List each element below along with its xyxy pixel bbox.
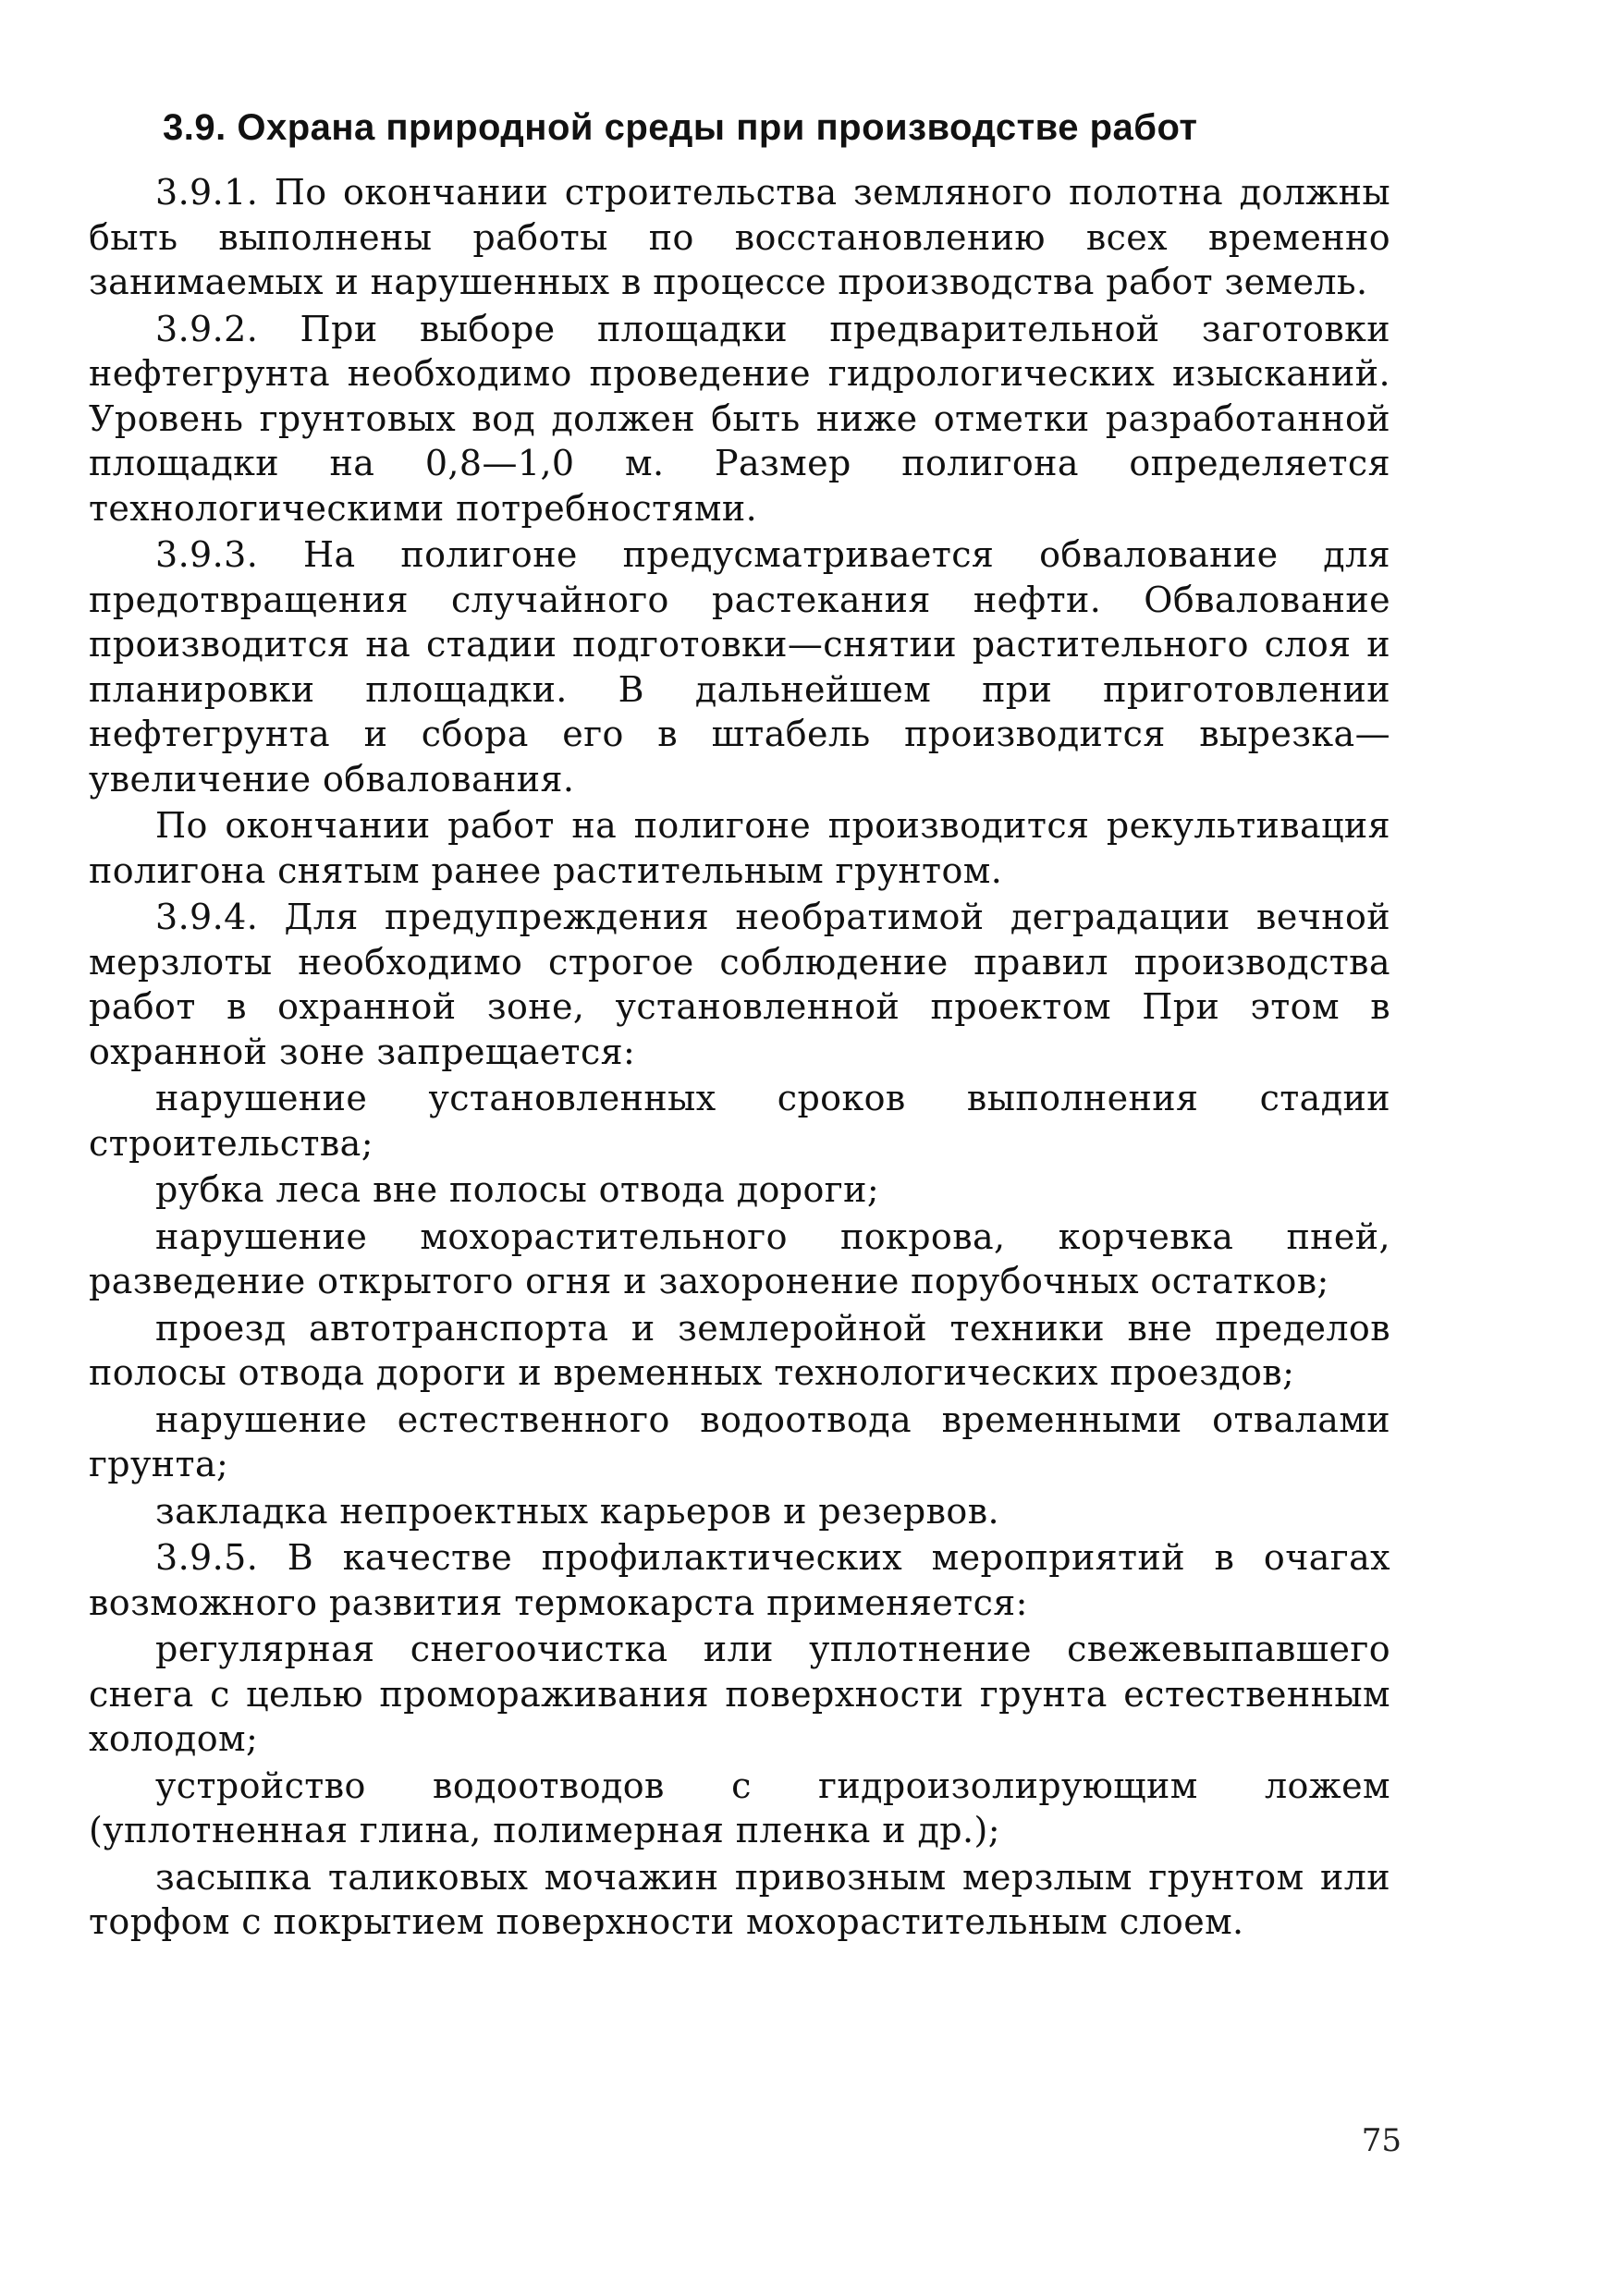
paragraph-3-9-4: 3.9.4. Для предупреждения необратимой деградации вечной мерзлоты необходимо строгое соблюдение правил производства работ в охранной зоне, установленной проектом При этом в охранной зоне запрещается:	[89, 897, 1390, 1072]
list-item-drainage-violation: нарушение естественного водоотвода временными отвалами грунта;	[89, 1398, 1390, 1484]
list-item-quarries: закладка непроектных карьеров и резервов.	[155, 1490, 999, 1532]
paragraph-3-9-3: 3.9.3. На полигоне предусматривается обвалование для предотвращения случайного растекания нефти. Обвалование производится на стадии подготовки—снятии растительного слоя и планировки площадки. В дальнейшем при приготовлении нефтегрунта и сбора его в штабель производится вырезка—увеличение обвалования.	[89, 534, 1390, 800]
paragraph-3-9-1: 3.9.1. По окончании строительства земляного полотна должны быть выполнены работы по восстановлению всех временно занимаемых и нарушенных в процессе производства работ земель.	[89, 172, 1390, 302]
list-item-vehicle-passage: проезд автотранспорта и землеройной техники вне пределов полосы отвода дороги и временных технологических проездов;	[89, 1307, 1390, 1393]
list-item-moss-cover: нарушение мохорастительного покрова, корчевка пней, разведение открытого огня и захоронение порубочных остатков;	[89, 1215, 1390, 1301]
section-heading: 3.9. Охрана природной среды при производстве работ	[163, 107, 1198, 148]
page-content	[89, 104, 1390, 1947]
paragraph-3-9-5: 3.9.5. В качестве профилактических мероприятий в очагах возможного развития термокарста применяется:	[89, 1537, 1390, 1623]
paragraph-recultivation: По окончании работ на полигоне производится рекультивация полигона снятым ранее растительным грунтом.	[89, 805, 1390, 891]
page-number: 75	[1361, 2122, 1402, 2159]
list-item-backfill: засыпка таликовых мочажин привозным мерзлым грунтом или торфом с покрытием поверхности мохорастительным слоем.	[89, 1856, 1390, 1942]
list-item-tree-felling: рубка леса вне полосы отвода дороги;	[155, 1169, 880, 1210]
list-item-drains: устройство водоотводов с гидроизолирующим ложем (уплотненная глина, полимерная пленка и др.);	[89, 1765, 1390, 1850]
list-item-snow-clearing: регулярная снегоочистка или уплотнение свежевыпавшего снега с целью промораживания поверхности грунта естественным холодом;	[89, 1629, 1390, 1759]
paragraph-3-9-2: 3.9.2. При выборе площадки предварительной заготовки нефтегрунта необходимо проведение гидрологических изысканий. Уровень грунтовых вод должен быть ниже отметки разработанной площадки на 0,8—1,0 м. Размер полигона определяется технологическими потребностями.	[89, 308, 1390, 529]
list-item-schedule-violation: нарушение установленных сроков выполнения стадии строительства;	[89, 1078, 1390, 1164]
